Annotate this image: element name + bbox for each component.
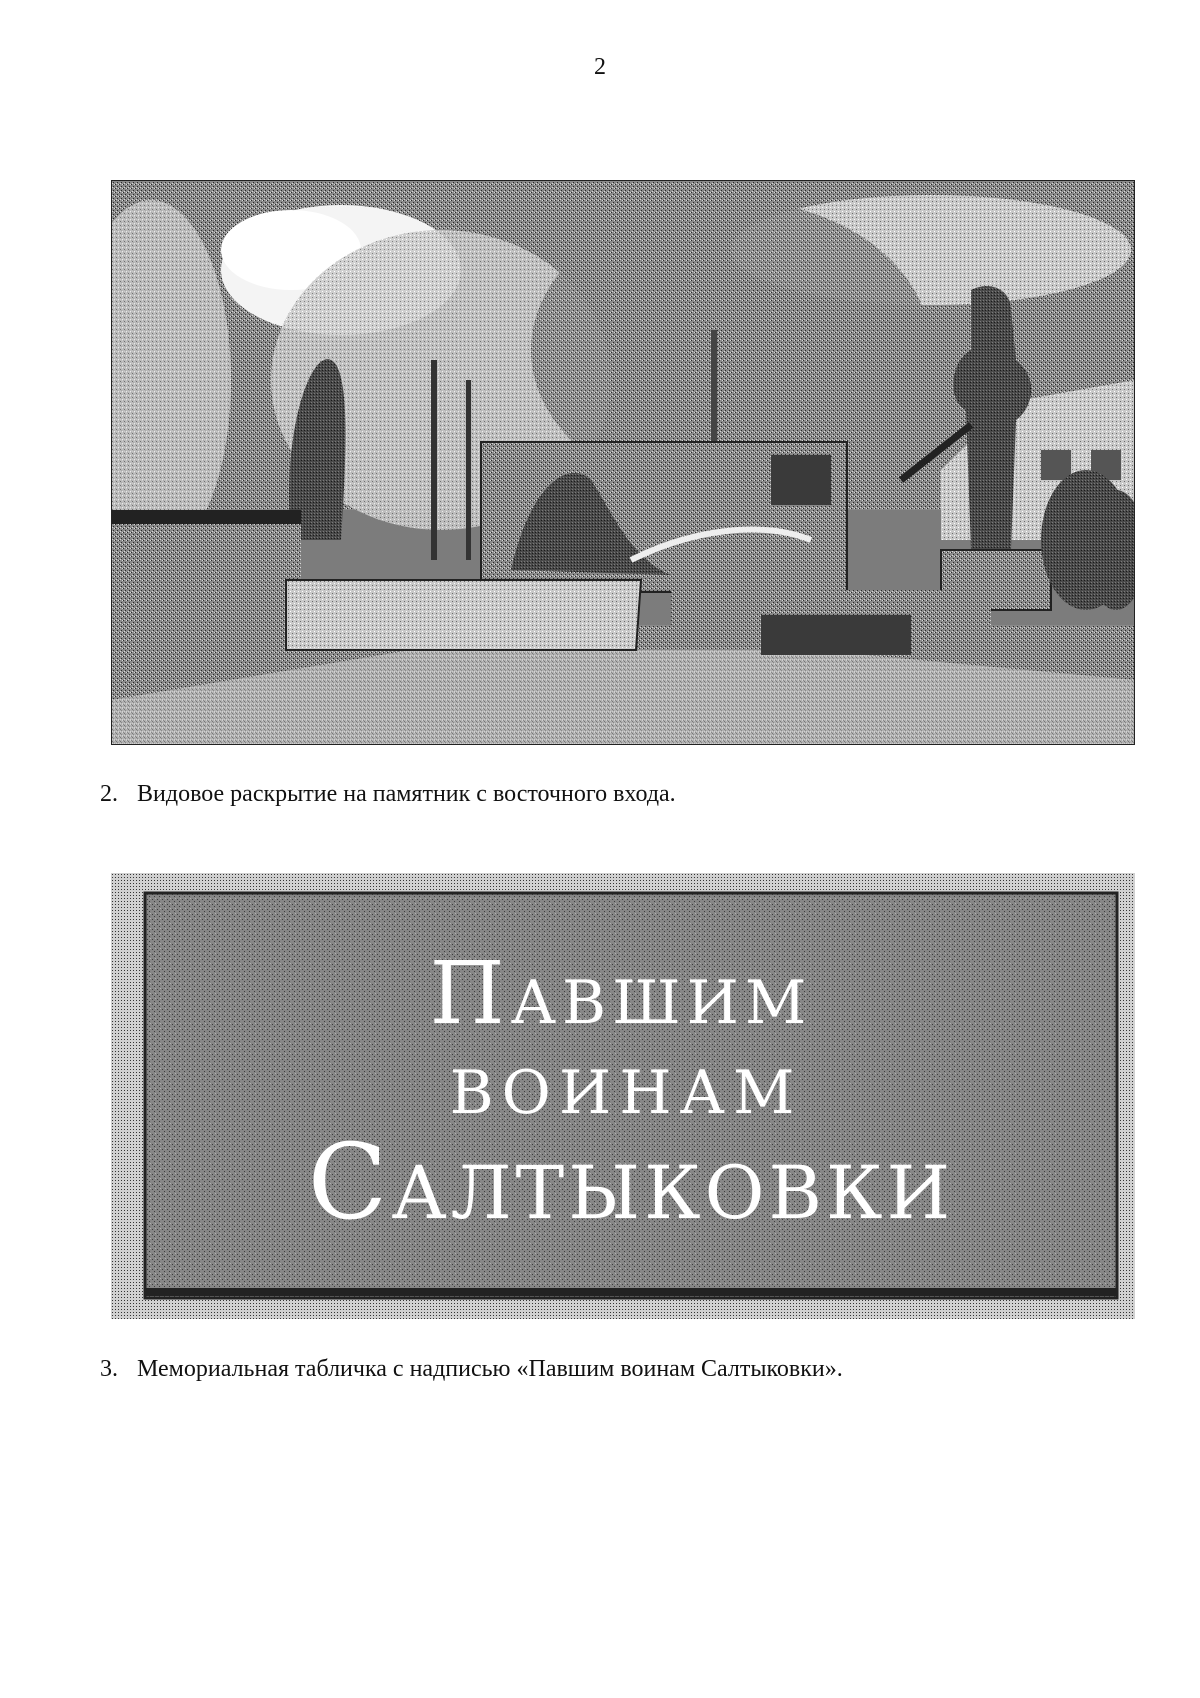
plaque-line-2: воинам (449, 1034, 803, 1134)
memorial-view-photo (111, 180, 1135, 745)
figure-caption (100, 1356, 843, 1383)
page-number: 2 (594, 54, 606, 80)
memorial-plaque-photo (111, 873, 1135, 1319)
figure-caption-text: Видовое раскрытие на памятник с восточного входа. (137, 781, 676, 807)
figure-caption-text: Мемориальная табличка с надписью «Павшим воинам Салтыковки». (137, 1356, 843, 1382)
figure-number: 2. (100, 781, 118, 807)
figure-number: 3. (100, 1356, 118, 1382)
plaque-line-3: Салтыковки (307, 1121, 955, 1243)
figure-caption (100, 781, 676, 808)
plaque-line-1: Павшим (429, 944, 813, 1044)
